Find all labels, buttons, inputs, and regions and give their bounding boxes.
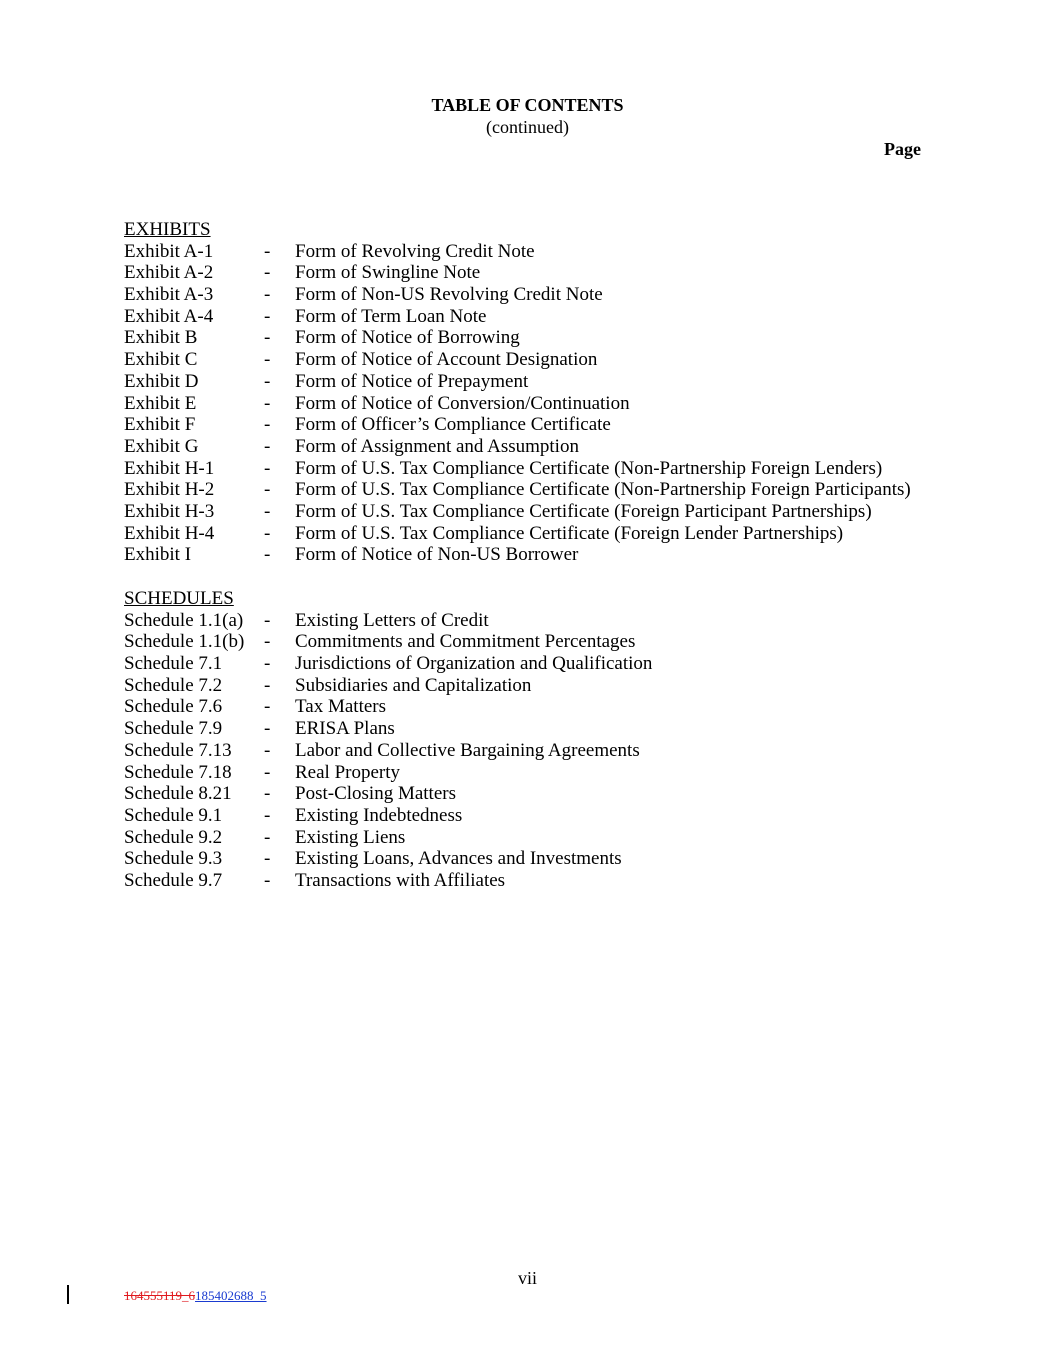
exhibit-description: Form of U.S. Tax Compliance Certificate (Non-Partnership Foreign Participants) <box>295 479 911 501</box>
exhibit-label: Exhibit H-1 <box>124 457 215 479</box>
schedule-row <box>124 740 652 762</box>
exhibit-description: Form of Notice of Conversion/Continuation <box>295 392 630 414</box>
schedule-row <box>124 870 652 892</box>
schedule-label: Schedule 9.7 <box>124 869 223 891</box>
schedule-dash: - <box>264 653 271 675</box>
schedule-description: Jurisdictions of Organization and Qualification <box>295 653 653 675</box>
exhibits-section <box>124 219 911 566</box>
schedule-row <box>124 610 652 632</box>
exhibit-label: Exhibit I <box>124 544 192 566</box>
schedule-dash: - <box>264 674 271 696</box>
exhibit-row <box>124 327 911 349</box>
exhibit-dash: - <box>264 392 271 414</box>
toc-subtitle: (continued) <box>486 117 569 137</box>
exhibit-label: Exhibit A-4 <box>124 305 214 327</box>
document-id-inserted: 185402688_5 <box>195 1288 267 1303</box>
exhibit-row <box>124 479 911 501</box>
exhibit-dash: - <box>264 240 271 262</box>
exhibit-label: Exhibit D <box>124 370 199 392</box>
exhibits-list <box>124 241 911 566</box>
exhibit-description: Form of U.S. Tax Compliance Certificate (Foreign Participant Partnerships) <box>295 500 872 522</box>
schedule-label: Schedule 7.1 <box>124 653 223 675</box>
exhibit-label: Exhibit H-4 <box>124 522 215 544</box>
schedule-row <box>124 827 652 849</box>
exhibit-description: Form of Notice of Non-US Borrower <box>295 544 579 566</box>
exhibit-label: Exhibit G <box>124 435 199 457</box>
exhibit-label: Exhibit F <box>124 414 196 436</box>
document-id <box>124 1288 267 1304</box>
schedule-description: Tax Matters <box>295 696 387 718</box>
exhibit-row <box>124 436 911 458</box>
document-id-deleted: 164555119_6 <box>124 1288 196 1303</box>
exhibit-label: Exhibit B <box>124 327 198 349</box>
schedule-label: Schedule 9.1 <box>124 804 223 826</box>
schedules-list <box>124 610 652 892</box>
exhibit-row <box>124 371 911 393</box>
schedule-dash: - <box>264 609 271 631</box>
schedule-description: Commitments and Commitment Percentages <box>295 631 636 653</box>
exhibit-dash: - <box>264 479 271 501</box>
page-column-label: Page <box>884 139 921 159</box>
schedule-label: Schedule 9.2 <box>124 826 223 848</box>
schedule-row <box>124 762 652 784</box>
exhibit-row <box>124 241 911 263</box>
exhibit-description: Form of U.S. Tax Compliance Certificate (Non-Partnership Foreign Lenders) <box>295 457 883 479</box>
schedule-description: Subsidiaries and Capitalization <box>295 674 532 696</box>
exhibit-dash: - <box>264 457 271 479</box>
schedule-dash: - <box>264 696 271 718</box>
exhibit-description: Form of Notice of Account Designation <box>295 349 598 371</box>
toc-title: TABLE OF CONTENTS <box>431 95 624 115</box>
exhibit-description: Form of Notice of Borrowing <box>295 327 520 349</box>
schedule-row <box>124 848 652 870</box>
exhibit-row <box>124 414 911 436</box>
schedule-label: Schedule 8.21 <box>124 783 232 805</box>
exhibit-description: Form of Revolving Credit Note <box>295 240 535 262</box>
exhibit-dash: - <box>264 370 271 392</box>
exhibit-dash: - <box>264 349 271 371</box>
schedule-description: ERISA Plans <box>295 718 395 740</box>
exhibit-row <box>124 262 911 284</box>
schedule-description: Existing Letters of Credit <box>295 609 489 631</box>
schedule-description: Existing Loans, Advances and Investments <box>295 848 622 870</box>
exhibit-description: Form of Notice of Prepayment <box>295 370 529 392</box>
exhibit-description: Form of Term Loan Note <box>295 305 487 327</box>
schedule-dash: - <box>264 718 271 740</box>
exhibit-row <box>124 349 911 371</box>
schedules-heading: SCHEDULES <box>124 588 234 609</box>
schedule-label: Schedule 1.1(a) <box>124 609 244 631</box>
schedule-label: Schedule 7.18 <box>124 761 232 783</box>
exhibit-dash: - <box>264 435 271 457</box>
schedule-row <box>124 696 652 718</box>
schedules-section <box>124 588 652 892</box>
schedule-dash: - <box>264 761 271 783</box>
schedule-row <box>124 783 652 805</box>
schedule-row <box>124 653 652 675</box>
schedule-dash: - <box>264 848 271 870</box>
exhibit-dash: - <box>264 414 271 436</box>
exhibit-dash: - <box>264 522 271 544</box>
exhibit-row <box>124 458 911 480</box>
exhibit-row <box>124 501 911 523</box>
exhibits-heading: EXHIBITS <box>124 219 211 240</box>
schedule-label: Schedule 1.1(b) <box>124 631 245 653</box>
exhibit-label: Exhibit H-2 <box>124 479 215 501</box>
change-bar <box>67 1285 69 1304</box>
exhibit-label: Exhibit C <box>124 349 198 371</box>
schedule-dash: - <box>264 826 271 848</box>
schedule-label: Schedule 9.3 <box>124 848 223 870</box>
exhibit-description: Form of Non-US Revolving Credit Note <box>295 284 603 306</box>
exhibit-dash: - <box>264 262 271 284</box>
schedule-row <box>124 805 652 827</box>
schedule-dash: - <box>264 869 271 891</box>
schedule-description: Existing Indebtedness <box>295 804 463 826</box>
exhibit-description: Form of Assignment and Assumption <box>295 435 579 457</box>
exhibit-description: Form of Officer’s Compliance Certificate <box>295 414 611 436</box>
schedule-dash: - <box>264 804 271 826</box>
exhibit-row <box>124 284 911 306</box>
schedule-label: Schedule 7.6 <box>124 696 223 718</box>
exhibit-label: Exhibit A-3 <box>124 284 214 306</box>
schedule-description: Post-Closing Matters <box>295 783 456 805</box>
schedule-dash: - <box>264 631 271 653</box>
exhibit-row <box>124 523 911 545</box>
schedule-row <box>124 718 652 740</box>
schedule-description: Existing Liens <box>295 826 406 848</box>
page-number: vii <box>517 1268 537 1288</box>
exhibit-dash: - <box>264 284 271 306</box>
schedule-dash: - <box>264 783 271 805</box>
exhibit-label: Exhibit A-1 <box>124 240 214 262</box>
exhibit-row <box>124 393 911 415</box>
schedule-label: Schedule 7.9 <box>124 718 223 740</box>
schedule-description: Transactions with Affiliates <box>295 869 506 891</box>
exhibit-label: Exhibit A-2 <box>124 262 214 284</box>
schedule-label: Schedule 7.13 <box>124 739 232 761</box>
schedule-description: Real Property <box>295 761 401 783</box>
schedule-dash: - <box>264 739 271 761</box>
exhibit-description: Form of Swingline Note <box>295 262 481 284</box>
exhibit-description: Form of U.S. Tax Compliance Certificate (Foreign Lender Partnerships) <box>295 522 844 544</box>
exhibit-dash: - <box>264 544 271 566</box>
exhibit-dash: - <box>264 500 271 522</box>
exhibit-dash: - <box>264 327 271 349</box>
exhibit-dash: - <box>264 305 271 327</box>
exhibit-label: Exhibit H-3 <box>124 500 215 522</box>
schedule-row <box>124 675 652 697</box>
exhibit-label: Exhibit E <box>124 392 197 414</box>
schedule-label: Schedule 7.2 <box>124 674 223 696</box>
exhibit-row <box>124 544 911 566</box>
schedule-description: Labor and Collective Bargaining Agreements <box>295 739 640 761</box>
schedule-row <box>124 631 652 653</box>
exhibit-row <box>124 306 911 328</box>
